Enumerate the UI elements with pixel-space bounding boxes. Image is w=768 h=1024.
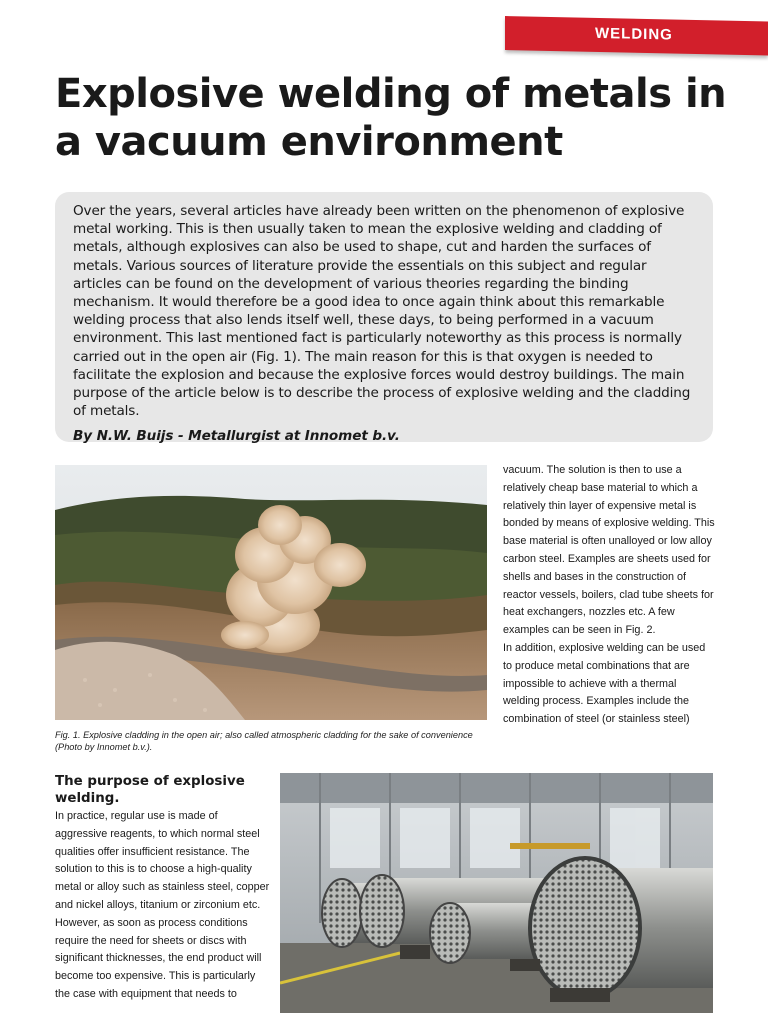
heat-exchanger-photo-image <box>280 773 713 1013</box>
intro-text: Over the years, several articles have already been written on the phenomenon of explosive metal working. This is then usually taken to mean the explosive welding and cladding of metals, although explosives can also be used to shape, cut and harden the surfaces of metals. Various sources of literature provide the essentials on this subject and regular articles can be found on the development of various theories regarding the binding mechanism. It would therefore be a good idea to once again think about this remarkable welding process that also lends itself well, these days, to being performed in a vacuum environment. This last mentioned fact is particularly noteworthy as this process is normally carried out in the open air (Fig. 1). The main reason for this is that oxygen is needed to facilitate the explosion and because the explosive forces would destroy buildings. The main purpose of the article below is to describe the process of explosive welding and the cladding of metals. <box>73 203 691 420</box>
explosion-photo <box>55 465 487 720</box>
explosion-photo-image <box>55 465 487 720</box>
right-column-para-2: In addition, explosive welding can be used to produce metal combinations that are impossible to achieve with a thermal welding process. Examples include the combination of steel (or stainless steel) <box>503 641 706 726</box>
byline: By N.W. Buijs - Metallurgist at Innomet b.v. <box>73 428 400 445</box>
section-label-text: WELDING <box>595 24 673 44</box>
section-label <box>505 16 768 56</box>
fig1-caption: Fig. 1. Explosive cladding in the open air; also called atmospheric cladding for the sake of convenience (Photo by Innomet b.v.). <box>55 730 473 752</box>
purpose-heading: The purpose of explosive welding. <box>55 774 245 806</box>
right-column-para-1: vacuum. The solution is then to use a relatively cheap base material to which a relatively thin layer of expensive metal is bonded by means of explosive welding. This base material is often unalloyed or low alloy carbon steel. Examples are sheets used for shells and bases in the construction of reactor vessels, boilers, clad tube sheets for heat exchangers, nozzles etc. A few examples can be seen in Fig. 2. <box>503 464 715 637</box>
left-column-para: In practice, regular use is made of aggressive reagents, to which normal steel qualities offer insufficient resistance. The solution to this is to choose a high-quality metal or alloy such as stainless steel, copper and nickel alloys, titanium or zirconium etc. However, as soon as process conditions require the need for sheets or discs with significant thicknesses, the end product will become too expensive. This is particularly the case with equipment that needs to <box>55 810 270 1000</box>
intro-box <box>55 192 713 445</box>
right-column-text <box>503 462 715 729</box>
article-title: Explosive welding of metals in a vacuum environment <box>55 71 727 165</box>
heat-exchanger-photo <box>280 773 713 1013</box>
left-column-text <box>55 808 270 1018</box>
